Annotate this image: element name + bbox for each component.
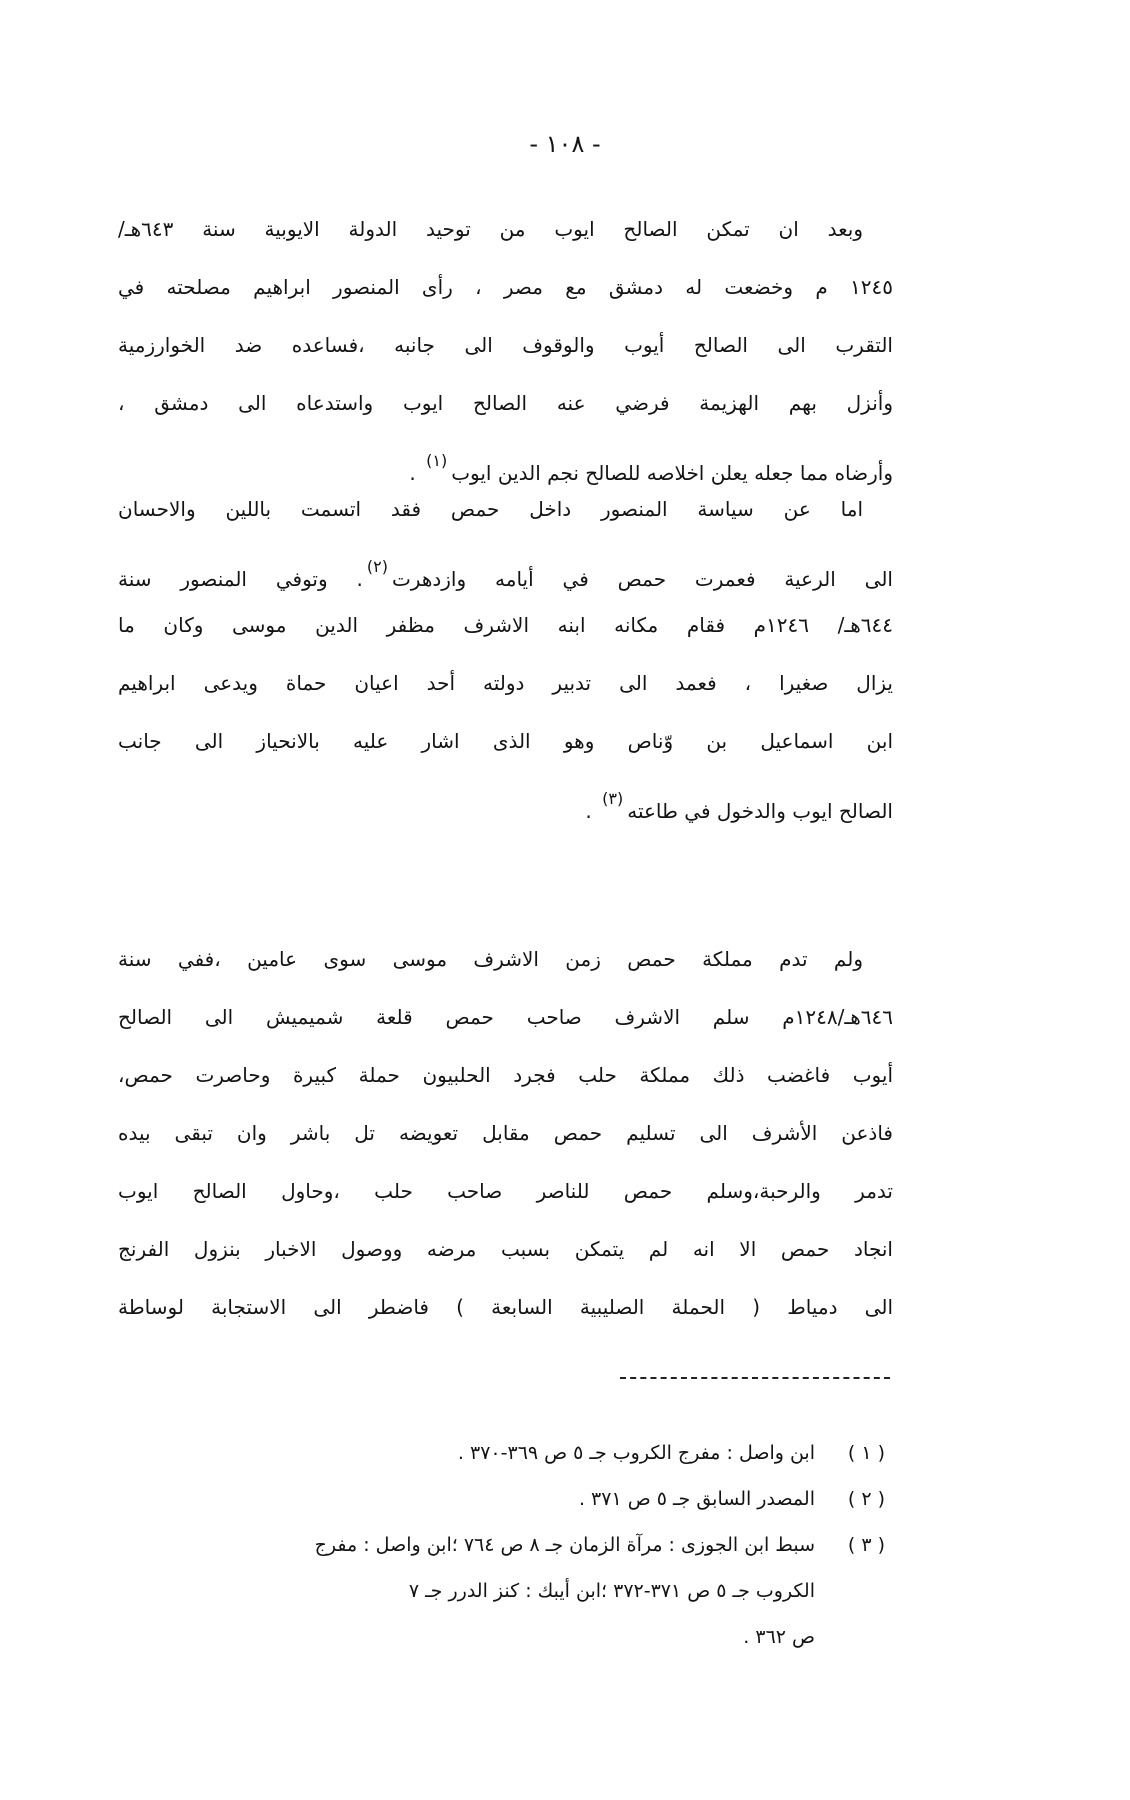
footnote-number: ( ٣ )	[847, 1534, 885, 1556]
text-line: انجاد حمص الا انه لم يتمكن بسبب مرضه ووصول الاخبار بنزول الفرنج	[118, 1237, 893, 1261]
text-segment: الصالح ايوب والدخول في طاعته	[627, 799, 893, 823]
text-line: وأرضاه مما جعله يعلن اخلاصه للصالح نجم الدين ايوب$^{(١)}$ .	[409, 451, 893, 485]
text-line: ابن اسماعيل بن وّناص وهو الذى اشار عليه بالانحياز الى جانب	[118, 729, 893, 753]
text-line: الى دمياط ( الحملة الصليبية السابعة ) فاضطر الى الاستجابة لوساطة	[118, 1295, 893, 1319]
footnote-number: ( ٢ )	[847, 1488, 885, 1510]
text-line: وأنزل بهم الهزيمة فرضي عنه الصالح ايوب واستدعاه الى دمشق ،	[118, 391, 893, 415]
text-line: فاذعن الأشرف الى تسليم حمص مقابل تعويضه تل باشر وان تبقى بيده	[118, 1121, 893, 1145]
footnotes	[140, 1430, 885, 1660]
footnote-separator	[620, 1377, 890, 1379]
text-line: ٦٤٦هـ/١٢٤٨م سلم الاشرف صاحب حمص قلعة شميميش الى الصالح	[118, 1005, 893, 1029]
text-line	[118, 538, 893, 596]
footnote-text: المصدر السابق جـ ٥ ص ٣٧١ .	[578, 1488, 815, 1510]
text-line: الصالح ايوب والدخول في طاعته$^{(٣)}$ .	[585, 789, 893, 823]
text-line: أيوب فاغضب ذلك مملكة حلب فجرد الحلبيون حملة كبيرة وحاصرت حمص،	[118, 1063, 893, 1087]
footnote	[140, 1430, 885, 1476]
page-number: - ١٠٨ -	[529, 130, 601, 158]
footnote	[140, 1522, 885, 1660]
footnote-ref: (١)	[426, 451, 448, 470]
paragraph-3	[118, 930, 893, 1336]
footnote-text: ص ٣٦٢ .	[743, 1626, 815, 1648]
text-segment: الى الرعية فعمرت حمص في أيامه وازدهرت	[391, 567, 893, 591]
text-line: ٦٤٤هـ/ ١٢٤٦م فقام مكانه ابنه الاشرف مظفر الدين موسى وكان ما	[118, 613, 893, 637]
footnote-text: ابن واصل : مفرج الكروب جـ ٥ ص ٣٦٩-٣٧٠ .	[457, 1442, 815, 1464]
footnote-text: سبط ابن الجوزى : مرآة الزمان جـ ٨ ص ٧٦٤ ؛ابن واصل : مفرج	[314, 1534, 815, 1556]
text-segment: وأرضاه مما جعله يعلن اخلاصه للصالح نجم الدين ايوب	[451, 461, 893, 485]
paragraph-1	[118, 200, 893, 490]
footnote-ref: (٣)	[602, 789, 624, 808]
footnote	[140, 1476, 885, 1522]
paragraph-2	[118, 480, 893, 828]
text-line: التقرب الى الصالح أيوب والوقوف الى جانبه ،فساعده ضد الخوارزمية	[118, 333, 893, 357]
text-line: ولم تدم مملكة حمص زمن الاشرف موسى سوى عامين ،ففي سنة	[118, 947, 863, 971]
text-line: يزال صغيرا ، فعمد الى تدبير دولته أحد اعيان حماة ويدعى ابراهيم	[118, 671, 893, 695]
text-line: ١٢٤٥ م وخضعت له دمشق مع مصر ، رأى المنصور ابراهيم مصلحته في	[118, 275, 893, 299]
footnote-ref: (٢)	[366, 557, 388, 576]
text-segment: . وتوفي المنصور سنة	[118, 567, 363, 591]
text-line: تدمر والرحبة،وسلم حمص للناصر صاحب حلب ،وحاول الصالح ايوب	[118, 1179, 893, 1203]
text-line: وبعد ان تمكن الصالح ايوب من توحيد الدولة الايوبية سنة ٦٤٣هـ/	[118, 217, 863, 241]
footnote-number: ( ١ )	[847, 1442, 885, 1464]
footnote-text: الكروب جـ ٥ ص ٣٧١-٣٧٢ ؛ابن أيبك : كنز الدرر جـ ٧	[408, 1580, 815, 1602]
text-line: اما عن سياسة المنصور داخل حمص فقد اتسمت باللين والاحسان	[118, 497, 863, 521]
